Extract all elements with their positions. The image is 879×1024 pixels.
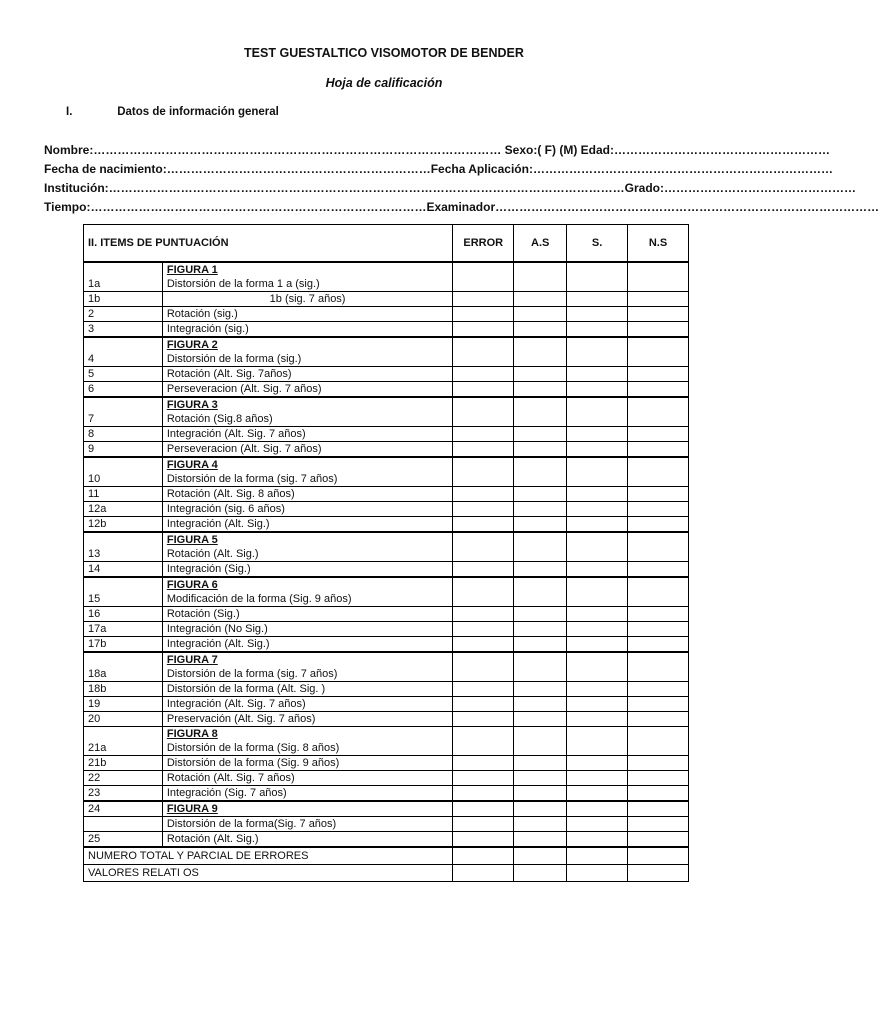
item-text: Rotación (Alt. Sig.) bbox=[166, 833, 259, 845]
field-tiempo-line[interactable]: Tiempo:…………………………………………………………………………Examinador…………………………………………………………………………………… bbox=[44, 200, 879, 214]
item-description bbox=[162, 756, 452, 771]
figure-heading: FIGURA 4 bbox=[166, 459, 218, 471]
score-cell[interactable] bbox=[514, 817, 567, 832]
header-error: ERROR bbox=[453, 225, 514, 263]
table-row bbox=[84, 652, 689, 682]
item-number bbox=[84, 817, 163, 832]
item-description bbox=[162, 382, 452, 398]
score-cell[interactable] bbox=[453, 517, 514, 533]
score-cell[interactable] bbox=[453, 562, 514, 578]
table-row bbox=[84, 442, 689, 458]
score-cell[interactable] bbox=[514, 337, 567, 367]
section-label: Datos de información general bbox=[117, 106, 279, 118]
score-cell[interactable] bbox=[514, 652, 567, 682]
header-as: A.S bbox=[514, 225, 567, 263]
score-cell[interactable] bbox=[567, 307, 628, 322]
figure-heading: FIGURA 3 bbox=[166, 399, 218, 411]
item-description bbox=[162, 832, 452, 848]
item-number: 2 bbox=[84, 307, 163, 322]
item-number: 12b bbox=[84, 517, 163, 533]
score-cell[interactable] bbox=[567, 832, 628, 848]
item-description bbox=[162, 322, 452, 338]
score-cell[interactable] bbox=[628, 801, 689, 817]
score-cell[interactable] bbox=[514, 562, 567, 578]
score-cell[interactable] bbox=[514, 427, 567, 442]
item-description bbox=[162, 292, 452, 307]
item-number: 6 bbox=[84, 382, 163, 398]
table-footer-row bbox=[84, 847, 689, 865]
item-number: 18a bbox=[84, 652, 163, 682]
score-cell[interactable] bbox=[514, 457, 567, 487]
item-text: Integración (Sig.) bbox=[166, 563, 251, 575]
score-cell[interactable] bbox=[453, 442, 514, 458]
score-cell[interactable] bbox=[628, 427, 689, 442]
score-cell[interactable] bbox=[453, 502, 514, 517]
item-number: 1a bbox=[84, 262, 163, 292]
table-row bbox=[84, 786, 689, 802]
item-description bbox=[162, 517, 452, 533]
score-cell[interactable] bbox=[567, 756, 628, 771]
item-text: Integración (No Sig.) bbox=[166, 623, 268, 635]
figure-heading: FIGURA 7 bbox=[166, 654, 218, 666]
table-row bbox=[84, 517, 689, 533]
item-description bbox=[162, 771, 452, 786]
table-row bbox=[84, 577, 689, 607]
table-row bbox=[84, 562, 689, 578]
score-cell[interactable] bbox=[628, 652, 689, 682]
item-number: 10 bbox=[84, 457, 163, 487]
score-cell[interactable] bbox=[567, 382, 628, 398]
score-cell[interactable] bbox=[567, 502, 628, 517]
score-cell[interactable] bbox=[514, 577, 567, 607]
table-row bbox=[84, 307, 689, 322]
score-cell[interactable] bbox=[628, 771, 689, 786]
field-fecha-line[interactable]: Fecha de nacimiento:…………………………………………………………Fecha Aplicación:………………………………………………………………… bbox=[44, 162, 833, 176]
score-cell[interactable] bbox=[567, 622, 628, 637]
item-number: 11 bbox=[84, 487, 163, 502]
item-number: 15 bbox=[84, 577, 163, 607]
score-cell[interactable] bbox=[514, 801, 567, 817]
table-row bbox=[84, 367, 689, 382]
item-number: 20 bbox=[84, 712, 163, 727]
score-cell[interactable] bbox=[567, 457, 628, 487]
item-description bbox=[162, 337, 452, 367]
score-cell[interactable] bbox=[514, 637, 567, 653]
item-number: 16 bbox=[84, 607, 163, 622]
item-number: 25 bbox=[84, 832, 163, 848]
table-row bbox=[84, 727, 689, 756]
item-description bbox=[162, 427, 452, 442]
item-text: Rotación (Alt. Sig.) bbox=[166, 548, 259, 560]
score-cell[interactable] bbox=[567, 771, 628, 786]
item-text: Perseveracion (Alt. Sig. 7 años) bbox=[166, 383, 322, 395]
score-cell[interactable] bbox=[453, 637, 514, 653]
item-description bbox=[162, 712, 452, 727]
score-cell[interactable] bbox=[628, 502, 689, 517]
item-number: 1b bbox=[84, 292, 163, 307]
score-cell[interactable] bbox=[514, 847, 567, 865]
score-cell[interactable] bbox=[628, 382, 689, 398]
score-cell[interactable] bbox=[567, 652, 628, 682]
item-number: 19 bbox=[84, 697, 163, 712]
item-description bbox=[162, 697, 452, 712]
table-row bbox=[84, 756, 689, 771]
item-text: Perseveracion (Alt. Sig. 7 años) bbox=[166, 443, 322, 455]
score-cell[interactable] bbox=[514, 517, 567, 533]
score-cell[interactable] bbox=[628, 786, 689, 802]
score-cell[interactable] bbox=[453, 697, 514, 712]
item-text: Distorsión de la forma(Sig. 7 años) bbox=[166, 818, 337, 830]
table-row bbox=[84, 262, 689, 292]
score-cell[interactable] bbox=[514, 697, 567, 712]
item-number: 22 bbox=[84, 771, 163, 786]
item-text: Rotación (Sig.8 años) bbox=[166, 413, 273, 425]
item-description bbox=[162, 487, 452, 502]
score-cell[interactable] bbox=[453, 292, 514, 307]
score-cell[interactable] bbox=[567, 697, 628, 712]
score-cell[interactable] bbox=[567, 727, 628, 756]
figure-heading: FIGURA 2 bbox=[166, 339, 218, 351]
item-description bbox=[162, 502, 452, 517]
score-cell[interactable] bbox=[628, 457, 689, 487]
score-cell[interactable] bbox=[514, 865, 567, 882]
table-row bbox=[84, 817, 689, 832]
score-cell[interactable] bbox=[567, 262, 628, 292]
score-cell[interactable] bbox=[514, 307, 567, 322]
table-row bbox=[84, 337, 689, 367]
score-cell[interactable] bbox=[453, 652, 514, 682]
score-cell[interactable] bbox=[453, 427, 514, 442]
item-text: Integración (sig.) bbox=[166, 323, 249, 335]
score-cell[interactable] bbox=[567, 337, 628, 367]
score-cell[interactable] bbox=[628, 607, 689, 622]
score-cell[interactable] bbox=[514, 397, 567, 427]
score-cell[interactable] bbox=[453, 487, 514, 502]
header-ns: N.S bbox=[628, 225, 689, 263]
item-text: Distorsión de la forma (sig. 7 años) bbox=[166, 473, 338, 485]
footer-label: VALORES RELATI OS bbox=[84, 865, 453, 882]
score-cell[interactable] bbox=[453, 801, 514, 817]
score-cell[interactable] bbox=[567, 562, 628, 578]
score-cell[interactable] bbox=[514, 367, 567, 382]
score-cell[interactable] bbox=[453, 322, 514, 338]
item-description bbox=[162, 682, 452, 697]
item-description bbox=[162, 786, 452, 802]
score-cell[interactable] bbox=[453, 865, 514, 882]
item-text: Integración (sig. 6 años) bbox=[166, 503, 285, 515]
score-cell[interactable] bbox=[514, 727, 567, 756]
section-general-info bbox=[66, 106, 279, 118]
score-cell[interactable] bbox=[628, 622, 689, 637]
score-cell[interactable] bbox=[628, 832, 689, 848]
item-number: 9 bbox=[84, 442, 163, 458]
scoring-table bbox=[83, 224, 689, 882]
score-cell[interactable] bbox=[628, 532, 689, 562]
table-row bbox=[84, 832, 689, 848]
item-number: 24 bbox=[84, 801, 163, 817]
score-cell[interactable] bbox=[628, 577, 689, 607]
score-cell[interactable] bbox=[567, 786, 628, 802]
item-description bbox=[162, 442, 452, 458]
score-cell[interactable] bbox=[453, 727, 514, 756]
item-text: Rotación (Alt. Sig. 7 años) bbox=[166, 772, 295, 784]
score-cell[interactable] bbox=[628, 517, 689, 533]
score-cell[interactable] bbox=[628, 307, 689, 322]
table-row bbox=[84, 622, 689, 637]
score-cell[interactable] bbox=[628, 697, 689, 712]
table-row bbox=[84, 712, 689, 727]
score-cell[interactable] bbox=[514, 786, 567, 802]
item-text: Preservación (Alt. Sig. 7 años) bbox=[166, 713, 316, 725]
table-row bbox=[84, 682, 689, 697]
footer-label: NUMERO TOTAL Y PARCIAL DE ERRORES bbox=[84, 847, 453, 865]
header-items: II. ITEMS DE PUNTUACIÓN bbox=[84, 225, 453, 263]
item-number: 3 bbox=[84, 322, 163, 338]
item-text: Distorsión de la forma (sig.) bbox=[166, 353, 302, 365]
score-cell[interactable] bbox=[453, 577, 514, 607]
table-row bbox=[84, 487, 689, 502]
field-institucion-line[interactable]: Institución:…………………………………………………………………………………………………………………Grado:………………………………………… bbox=[44, 181, 856, 195]
score-cell[interactable] bbox=[514, 532, 567, 562]
score-cell[interactable] bbox=[628, 292, 689, 307]
score-cell[interactable] bbox=[453, 367, 514, 382]
score-cell[interactable] bbox=[628, 337, 689, 367]
header-s: S. bbox=[567, 225, 628, 263]
item-text: Rotación (Sig.) bbox=[166, 608, 240, 620]
table-row bbox=[84, 382, 689, 398]
item-description bbox=[162, 622, 452, 637]
score-cell[interactable] bbox=[628, 682, 689, 697]
score-cell[interactable] bbox=[453, 457, 514, 487]
item-number: 17a bbox=[84, 622, 163, 637]
figure-heading: FIGURA 6 bbox=[166, 579, 218, 591]
score-cell[interactable] bbox=[567, 322, 628, 338]
score-cell[interactable] bbox=[453, 337, 514, 367]
item-number: 21a bbox=[84, 727, 163, 756]
item-number: 5 bbox=[84, 367, 163, 382]
score-cell[interactable] bbox=[514, 502, 567, 517]
score-cell[interactable] bbox=[514, 487, 567, 502]
item-text: Modificación de la forma (Sig. 9 años) bbox=[166, 593, 352, 605]
score-cell[interactable] bbox=[514, 262, 567, 292]
score-cell[interactable] bbox=[628, 865, 689, 882]
item-description bbox=[162, 607, 452, 622]
score-cell[interactable] bbox=[567, 397, 628, 427]
item-description bbox=[162, 637, 452, 653]
score-cell[interactable] bbox=[453, 817, 514, 832]
score-cell[interactable] bbox=[628, 322, 689, 338]
score-cell[interactable] bbox=[514, 322, 567, 338]
document-subtitle: Hoja de calificación bbox=[325, 76, 443, 90]
table-row bbox=[84, 427, 689, 442]
item-text: Distorsión de la forma (sig. 7 años) bbox=[166, 668, 338, 680]
section-number: I. bbox=[66, 106, 73, 118]
table-header-row bbox=[84, 225, 689, 263]
score-cell[interactable] bbox=[453, 847, 514, 865]
item-number: 14 bbox=[84, 562, 163, 578]
item-text: Distorsión de la forma (Sig. 9 años) bbox=[166, 757, 340, 769]
item-number: 21b bbox=[84, 756, 163, 771]
figure-heading: FIGURA 9 bbox=[166, 803, 218, 815]
table-row bbox=[84, 771, 689, 786]
document-title: TEST GUESTALTICO VISOMOTOR DE BENDER bbox=[244, 46, 524, 60]
score-cell[interactable] bbox=[567, 292, 628, 307]
score-cell[interactable] bbox=[567, 517, 628, 533]
score-cell[interactable] bbox=[514, 832, 567, 848]
table-footer-row bbox=[84, 865, 689, 882]
score-cell[interactable] bbox=[628, 442, 689, 458]
item-number: 7 bbox=[84, 397, 163, 427]
score-cell[interactable] bbox=[453, 622, 514, 637]
item-number: 13 bbox=[84, 532, 163, 562]
item-description bbox=[162, 457, 452, 487]
score-cell[interactable] bbox=[514, 712, 567, 727]
item-description bbox=[162, 577, 452, 607]
score-cell[interactable] bbox=[453, 832, 514, 848]
item-number: 17b bbox=[84, 637, 163, 653]
item-description bbox=[162, 367, 452, 382]
item-text: Rotación (sig.) bbox=[166, 308, 238, 320]
score-cell[interactable] bbox=[453, 307, 514, 322]
table-row bbox=[84, 801, 689, 817]
figure-heading: FIGURA 8 bbox=[166, 728, 218, 740]
score-cell[interactable] bbox=[453, 771, 514, 786]
score-cell[interactable] bbox=[567, 532, 628, 562]
score-cell[interactable] bbox=[628, 637, 689, 653]
table-row bbox=[84, 607, 689, 622]
item-text: Integración (Alt. Sig. 7 años) bbox=[166, 428, 306, 440]
item-number: 4 bbox=[84, 337, 163, 367]
score-cell[interactable] bbox=[453, 607, 514, 622]
field-nombre-line[interactable]: Nombre:………………………………………………………………………………………… Sexo:( F) (M) Edad:……………………………………………… bbox=[44, 143, 830, 157]
table-row bbox=[84, 322, 689, 338]
table-row bbox=[84, 292, 689, 307]
item-text: Distorsión de la forma (Sig. 8 años) bbox=[166, 742, 340, 754]
score-cell[interactable] bbox=[628, 727, 689, 756]
score-cell[interactable] bbox=[628, 562, 689, 578]
item-description bbox=[162, 262, 452, 292]
score-cell[interactable] bbox=[453, 262, 514, 292]
score-cell[interactable] bbox=[567, 367, 628, 382]
score-cell[interactable] bbox=[514, 682, 567, 697]
table-row bbox=[84, 697, 689, 712]
item-text: Rotación (Alt. Sig. 7años) bbox=[166, 368, 292, 380]
score-cell[interactable] bbox=[628, 487, 689, 502]
table-row bbox=[84, 397, 689, 427]
score-cell[interactable] bbox=[567, 442, 628, 458]
score-cell[interactable] bbox=[567, 682, 628, 697]
score-cell[interactable] bbox=[453, 786, 514, 802]
score-cell[interactable] bbox=[514, 771, 567, 786]
score-cell[interactable] bbox=[567, 865, 628, 882]
score-cell[interactable] bbox=[453, 712, 514, 727]
item-text: Rotación (Alt. Sig. 8 años) bbox=[166, 488, 295, 500]
item-text: Integración (Alt. Sig. 7 años) bbox=[166, 698, 306, 710]
item-description bbox=[162, 307, 452, 322]
item-text: Distorsión de la forma (Alt. Sig. ) bbox=[166, 683, 326, 695]
score-cell[interactable] bbox=[628, 397, 689, 427]
score-cell[interactable] bbox=[514, 442, 567, 458]
score-cell[interactable] bbox=[567, 817, 628, 832]
item-description bbox=[162, 562, 452, 578]
score-cell[interactable] bbox=[514, 292, 567, 307]
item-description bbox=[162, 652, 452, 682]
item-number: 12a bbox=[84, 502, 163, 517]
score-cell[interactable] bbox=[453, 532, 514, 562]
item-text: 1b (sig. 7 años) bbox=[269, 293, 346, 305]
score-cell[interactable] bbox=[628, 817, 689, 832]
score-cell[interactable] bbox=[628, 712, 689, 727]
score-cell[interactable] bbox=[628, 367, 689, 382]
item-description bbox=[162, 801, 452, 817]
score-cell[interactable] bbox=[628, 262, 689, 292]
score-cell[interactable] bbox=[514, 607, 567, 622]
score-cell[interactable] bbox=[567, 427, 628, 442]
score-cell[interactable] bbox=[453, 397, 514, 427]
item-description bbox=[162, 727, 452, 756]
item-text: Integración (Alt. Sig.) bbox=[166, 638, 270, 650]
score-cell[interactable] bbox=[514, 622, 567, 637]
score-cell[interactable] bbox=[567, 801, 628, 817]
item-text: Integración (Sig. 7 años) bbox=[166, 787, 287, 799]
score-cell[interactable] bbox=[567, 637, 628, 653]
score-cell[interactable] bbox=[567, 607, 628, 622]
table-row bbox=[84, 457, 689, 487]
table-row bbox=[84, 532, 689, 562]
item-description bbox=[162, 397, 452, 427]
score-cell[interactable] bbox=[453, 682, 514, 697]
score-cell[interactable] bbox=[514, 756, 567, 771]
score-cell[interactable] bbox=[453, 382, 514, 398]
table-row bbox=[84, 637, 689, 653]
item-description bbox=[162, 532, 452, 562]
score-cell[interactable] bbox=[567, 487, 628, 502]
score-cell[interactable] bbox=[567, 712, 628, 727]
score-cell[interactable] bbox=[567, 847, 628, 865]
score-cell[interactable] bbox=[567, 577, 628, 607]
score-cell[interactable] bbox=[628, 847, 689, 865]
figure-heading: FIGURA 1 bbox=[166, 264, 218, 276]
item-text: Distorsión de la forma 1 a (sig.) bbox=[166, 278, 320, 290]
item-text: Integración (Alt. Sig.) bbox=[166, 518, 270, 530]
score-cell[interactable] bbox=[453, 756, 514, 771]
item-number: 18b bbox=[84, 682, 163, 697]
item-number: 8 bbox=[84, 427, 163, 442]
figure-heading: FIGURA 5 bbox=[166, 534, 218, 546]
score-cell[interactable] bbox=[514, 382, 567, 398]
item-number: 23 bbox=[84, 786, 163, 802]
item-description bbox=[162, 817, 452, 832]
score-cell[interactable] bbox=[628, 756, 689, 771]
table-row bbox=[84, 502, 689, 517]
